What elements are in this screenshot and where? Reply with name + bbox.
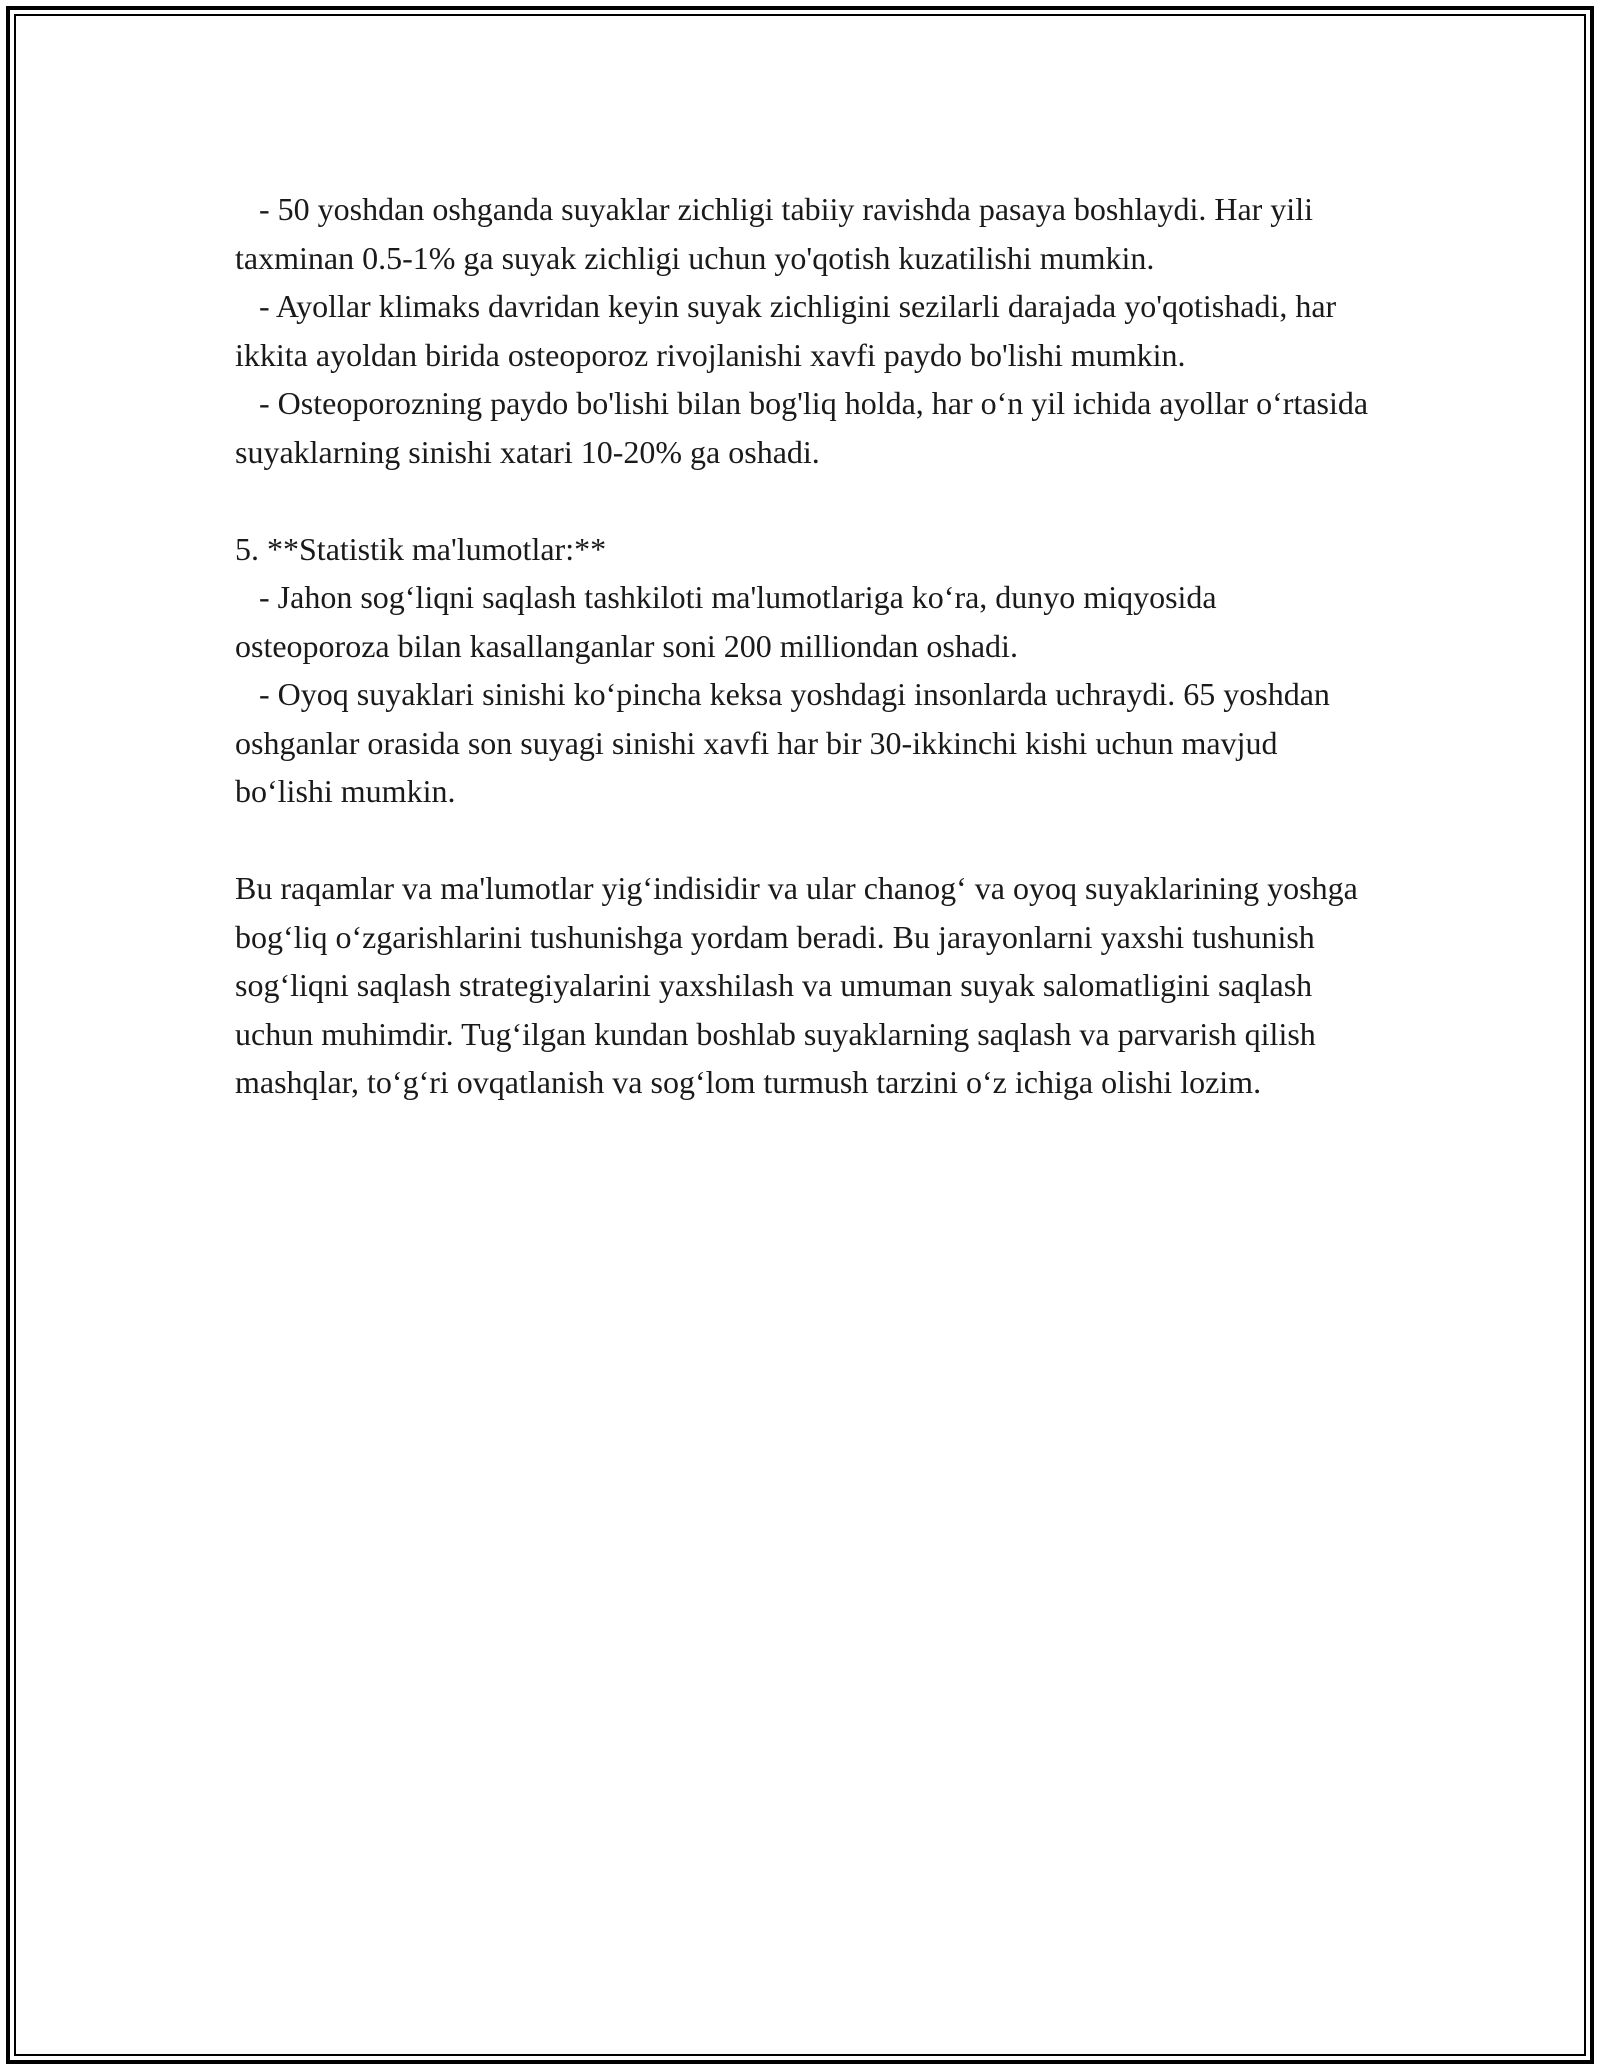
paragraph-spacer bbox=[235, 816, 1375, 865]
conclusion-paragraph: Bu raqamlar va ma'lumotlar yig‘indisidir va ular chanog‘ va oyoq suyaklarining yoshga bog‘liq o‘zgarishlarini tushunishga yordam beradi. Bu jarayonlarni yaxshi tushunish sog‘liqni saqlash strategiyalarini yaxshilash va umuman suyak salomatligini saqlash uchun muhimdir. Tug‘ilgan kundan boshlab suyaklarning saqlash va parvarish qilish mashqlar, to‘g‘ri ovqatlanish va sog‘lom turmush tarzini o‘z ichiga olishi lozim. bbox=[235, 870, 1366, 1100]
section-heading-statistics: 5. **Statistik ma'lumotlar:** bbox=[235, 530, 607, 567]
stats-bullet-who: - Jahon sog‘liqni saqlash tashkiloti ma'lumotlariga ko‘ra, dunyo miqyosida osteoporoza bilan kasallanganlar soni 200 milliondan oshadi. bbox=[235, 579, 1225, 664]
age-bullet-menopause: - Ayollar klimaks davridan keyin suyak zichligini sezilarli darajada yo'qotishadi, har ikkita ayoldan birida osteoporoz rivojlanishi xavfi paydo bo'lishi mumkin. bbox=[235, 288, 1345, 373]
document-body bbox=[235, 185, 1375, 1107]
age-bullet-fracture-risk: - Osteoporozning paydo bo'lishi bilan bog'liq holda, har o‘n yil ichida ayollar o‘rtasida suyaklarning sinishi xatari 10-20% ga oshadi. bbox=[235, 385, 1377, 470]
stats-bullet-hip-fracture: - Oyoq suyaklari sinishi ko‘pincha keksa yoshdagi insonlarda uchraydi. 65 yoshdan oshganlar orasida son suyagi sinishi xavfi har bir 30-ikkinchi kishi uchun mavjud bo‘lishi mumkin. bbox=[235, 676, 1338, 809]
paragraph-spacer bbox=[235, 476, 1375, 525]
age-bullet-bone-density: - 50 yoshdan oshganda suyaklar zichligi tabiiy ravishda pasaya boshlaydi. Har yili taxminan 0.5-1% ga suyak zichligi uchun yo'qotish kuzatilishi mumkin. bbox=[235, 191, 1321, 276]
